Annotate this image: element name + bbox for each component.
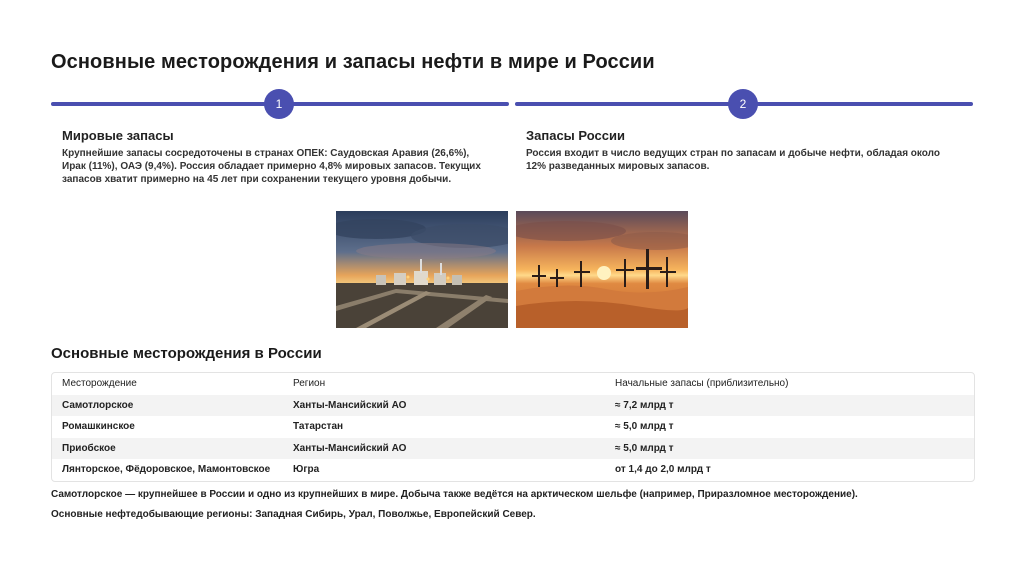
- step-badge-1: 1: [264, 89, 294, 119]
- table-row: [52, 395, 974, 417]
- table-cell: ≈ 5,0 млрд т: [615, 421, 674, 433]
- table-cell: Ромашкинское: [62, 421, 135, 433]
- table-row: [52, 438, 974, 460]
- table-row: [52, 459, 974, 481]
- table-cell: Ханты-Мансийский АО: [293, 399, 407, 411]
- world-reserves-text: Крупнейшие запасы сосредоточены в странах ОПЕК: Саудовская Аравия (26,6%), Ирак (11%), ОАЭ (9,4%). Россия обладает примерно 4,8% мировых запасов. Текущих запасов хватит примерно на 45 лет при сохранении текущего уровня добычи.: [62, 148, 481, 185]
- russia-reserves-heading: Запасы России: [526, 128, 625, 143]
- table-cell: Лянторское, Фёдоровское, Мамонтовское: [62, 464, 271, 476]
- table-cell: Югра: [293, 464, 320, 476]
- oil-fields-table: [51, 372, 975, 482]
- page-title: Основные месторождения и запасы нефти в мире и России: [51, 51, 655, 73]
- section-title: Основные месторождения в России: [51, 345, 322, 362]
- step-badge-2: 2: [728, 89, 758, 119]
- note-samotlor: Самотлорское — крупнейшее в России и одно из крупнейших в мире. Добыча также ведётся на арктическом шельфе (например, Приразломное месторождение).: [51, 489, 858, 500]
- table-cell: ≈ 5,0 млрд т: [615, 442, 674, 454]
- oil-refinery-photo: [336, 211, 508, 328]
- table-header-region: Регион: [293, 378, 326, 390]
- table-header-reserves: Начальные запасы (приблизительно): [615, 378, 789, 390]
- table-row: [52, 416, 974, 438]
- table-cell: Самотлорское: [62, 399, 134, 411]
- table-cell: ≈ 7,2 млрд т: [615, 399, 674, 411]
- table-cell: Ханты-Мансийский АО: [293, 442, 407, 454]
- world-reserves-heading: Мировые запасы: [62, 128, 174, 143]
- table-cell: от 1,4 до 2,0 млрд т: [615, 464, 711, 476]
- russia-reserves-text: Россия входит в число ведущих стран по запасам и добыче нефти, обладая около 12% разведанных мировых запасов.: [526, 148, 940, 172]
- oil-rigs-sunset-photo: [516, 211, 688, 328]
- table-header-field: Месторождение: [62, 378, 137, 390]
- table-cell: Татарстан: [293, 421, 344, 433]
- note-regions: Основные нефтедобывающие регионы: Западная Сибирь, Урал, Поволжье, Европейский Север.: [51, 509, 536, 520]
- table-cell: Приобское: [62, 442, 116, 454]
- table-header-row: [52, 373, 974, 395]
